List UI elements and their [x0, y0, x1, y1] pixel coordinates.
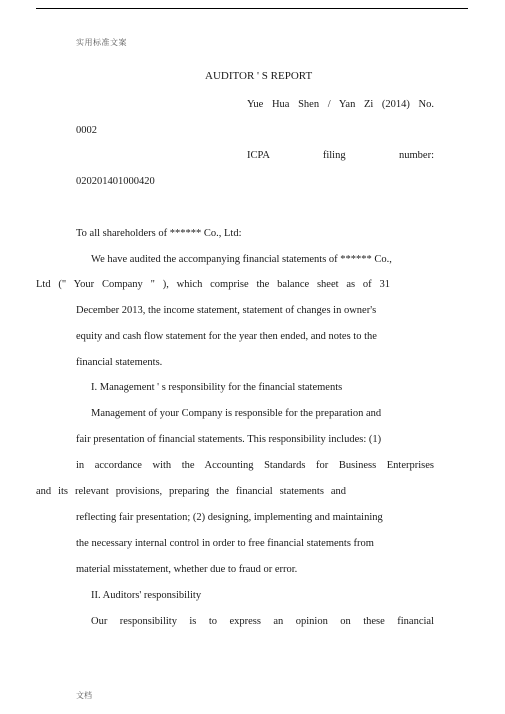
section-1-heading: I. Management ' s responsibility for the financial statements: [91, 382, 343, 393]
section-1-line-4: and its relevant provisions, preparing the financial statements and: [36, 486, 346, 497]
addressee: To all shareholders of ****** Co., Ltd:: [76, 228, 242, 239]
intro-line-2: Ltd (" Your Company " ), which comprise the balance sheet as of 31: [36, 279, 390, 290]
section-1-line-7: material misstatement, whether due to fraud or error.: [76, 564, 298, 575]
intro-line-1: We have audited the accompanying financial statements of ****** Co.,: [91, 254, 392, 265]
page-header-note: 实用标准文案: [76, 38, 127, 47]
intro-line-5: financial statements.: [76, 357, 163, 368]
page-footer-note: 文档: [76, 691, 92, 700]
section-1-line-2: fair presentation of financial statements. This responsibility includes: (1): [76, 434, 382, 445]
intro-line-3: December 2013, the income statement, statement of changes in owner's: [76, 305, 377, 316]
section-2-heading: II. Auditors' responsibility: [91, 590, 202, 601]
filing-number-line-2: 020201401000420: [76, 176, 155, 187]
section-1-line-3: in accordance with the Accounting Standards for Business Enterprises: [76, 460, 434, 471]
section-1-line-5: reflecting fair presentation; (2) designing, implementing and maintaining: [76, 512, 383, 523]
report-title: AUDITOR ' S REPORT: [205, 70, 313, 82]
top-rule: [36, 8, 468, 9]
section-2-line-1: Our responsibility is to express an opinion on these financial: [91, 616, 434, 627]
report-reference-line-1: Yue Hua Shen / Yan Zi (2014) No.: [247, 99, 434, 110]
report-reference-line-2: 0002: [76, 125, 97, 136]
filing-number-line-1: ICPA filing number:: [247, 150, 434, 161]
intro-line-4: equity and cash flow statement for the year then ended, and notes to the: [76, 331, 377, 342]
section-1-line-6: the necessary internal control in order to free financial statements from: [76, 538, 374, 549]
section-1-line-1: Management of your Company is responsible for the preparation and: [91, 408, 382, 419]
